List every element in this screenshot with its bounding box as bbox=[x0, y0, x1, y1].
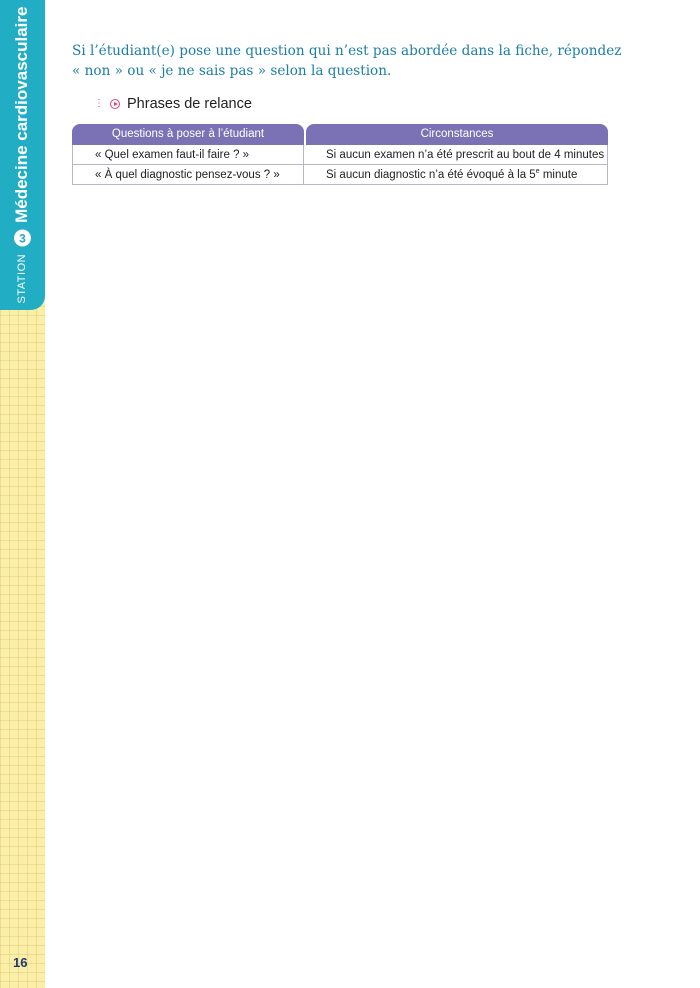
table-cell-question: « Quel examen faut-il faire ? » bbox=[72, 145, 304, 164]
ordinal-superscript: e bbox=[535, 168, 540, 176]
station-label bbox=[12, 7, 32, 304]
section-heading-text: Phrases de relance bbox=[127, 96, 252, 112]
table-row bbox=[72, 145, 608, 165]
circumstance-text-after: minute bbox=[539, 169, 578, 181]
table-header-questions: Questions à poser à l’étudiant bbox=[72, 124, 304, 145]
table-row bbox=[72, 165, 608, 185]
play-circle-icon bbox=[110, 99, 120, 109]
intro-paragraph: Si l’étudiant(e) pose une question qui n’est pas abordée dans la fiche, répondez « non » ou « je ne sais pas » selon la question. bbox=[72, 43, 622, 79]
table-cell-question: « À quel diagnostic pensez-vous ? » bbox=[72, 165, 304, 184]
page-number: 16 bbox=[13, 955, 28, 970]
table-header bbox=[72, 124, 608, 145]
section-heading bbox=[94, 96, 252, 112]
dots-icon: ⋮ bbox=[94, 98, 103, 109]
table-header-circonstances: Circonstances bbox=[306, 124, 608, 145]
table-cell-circumstance: Si aucun examen n’a été prescrit au bout de 4 minutes bbox=[304, 145, 608, 164]
station-number-badge: 3 bbox=[14, 230, 31, 247]
station-word: STATION bbox=[16, 253, 28, 304]
table-cell-circumstance bbox=[304, 165, 608, 184]
relance-table bbox=[72, 124, 608, 185]
circumstance-text: Si aucun diagnostic n’a été évoqué à la 5 bbox=[326, 169, 536, 181]
station-tab bbox=[0, 0, 45, 310]
station-subject: Médecine cardiovasculaire bbox=[12, 6, 31, 223]
